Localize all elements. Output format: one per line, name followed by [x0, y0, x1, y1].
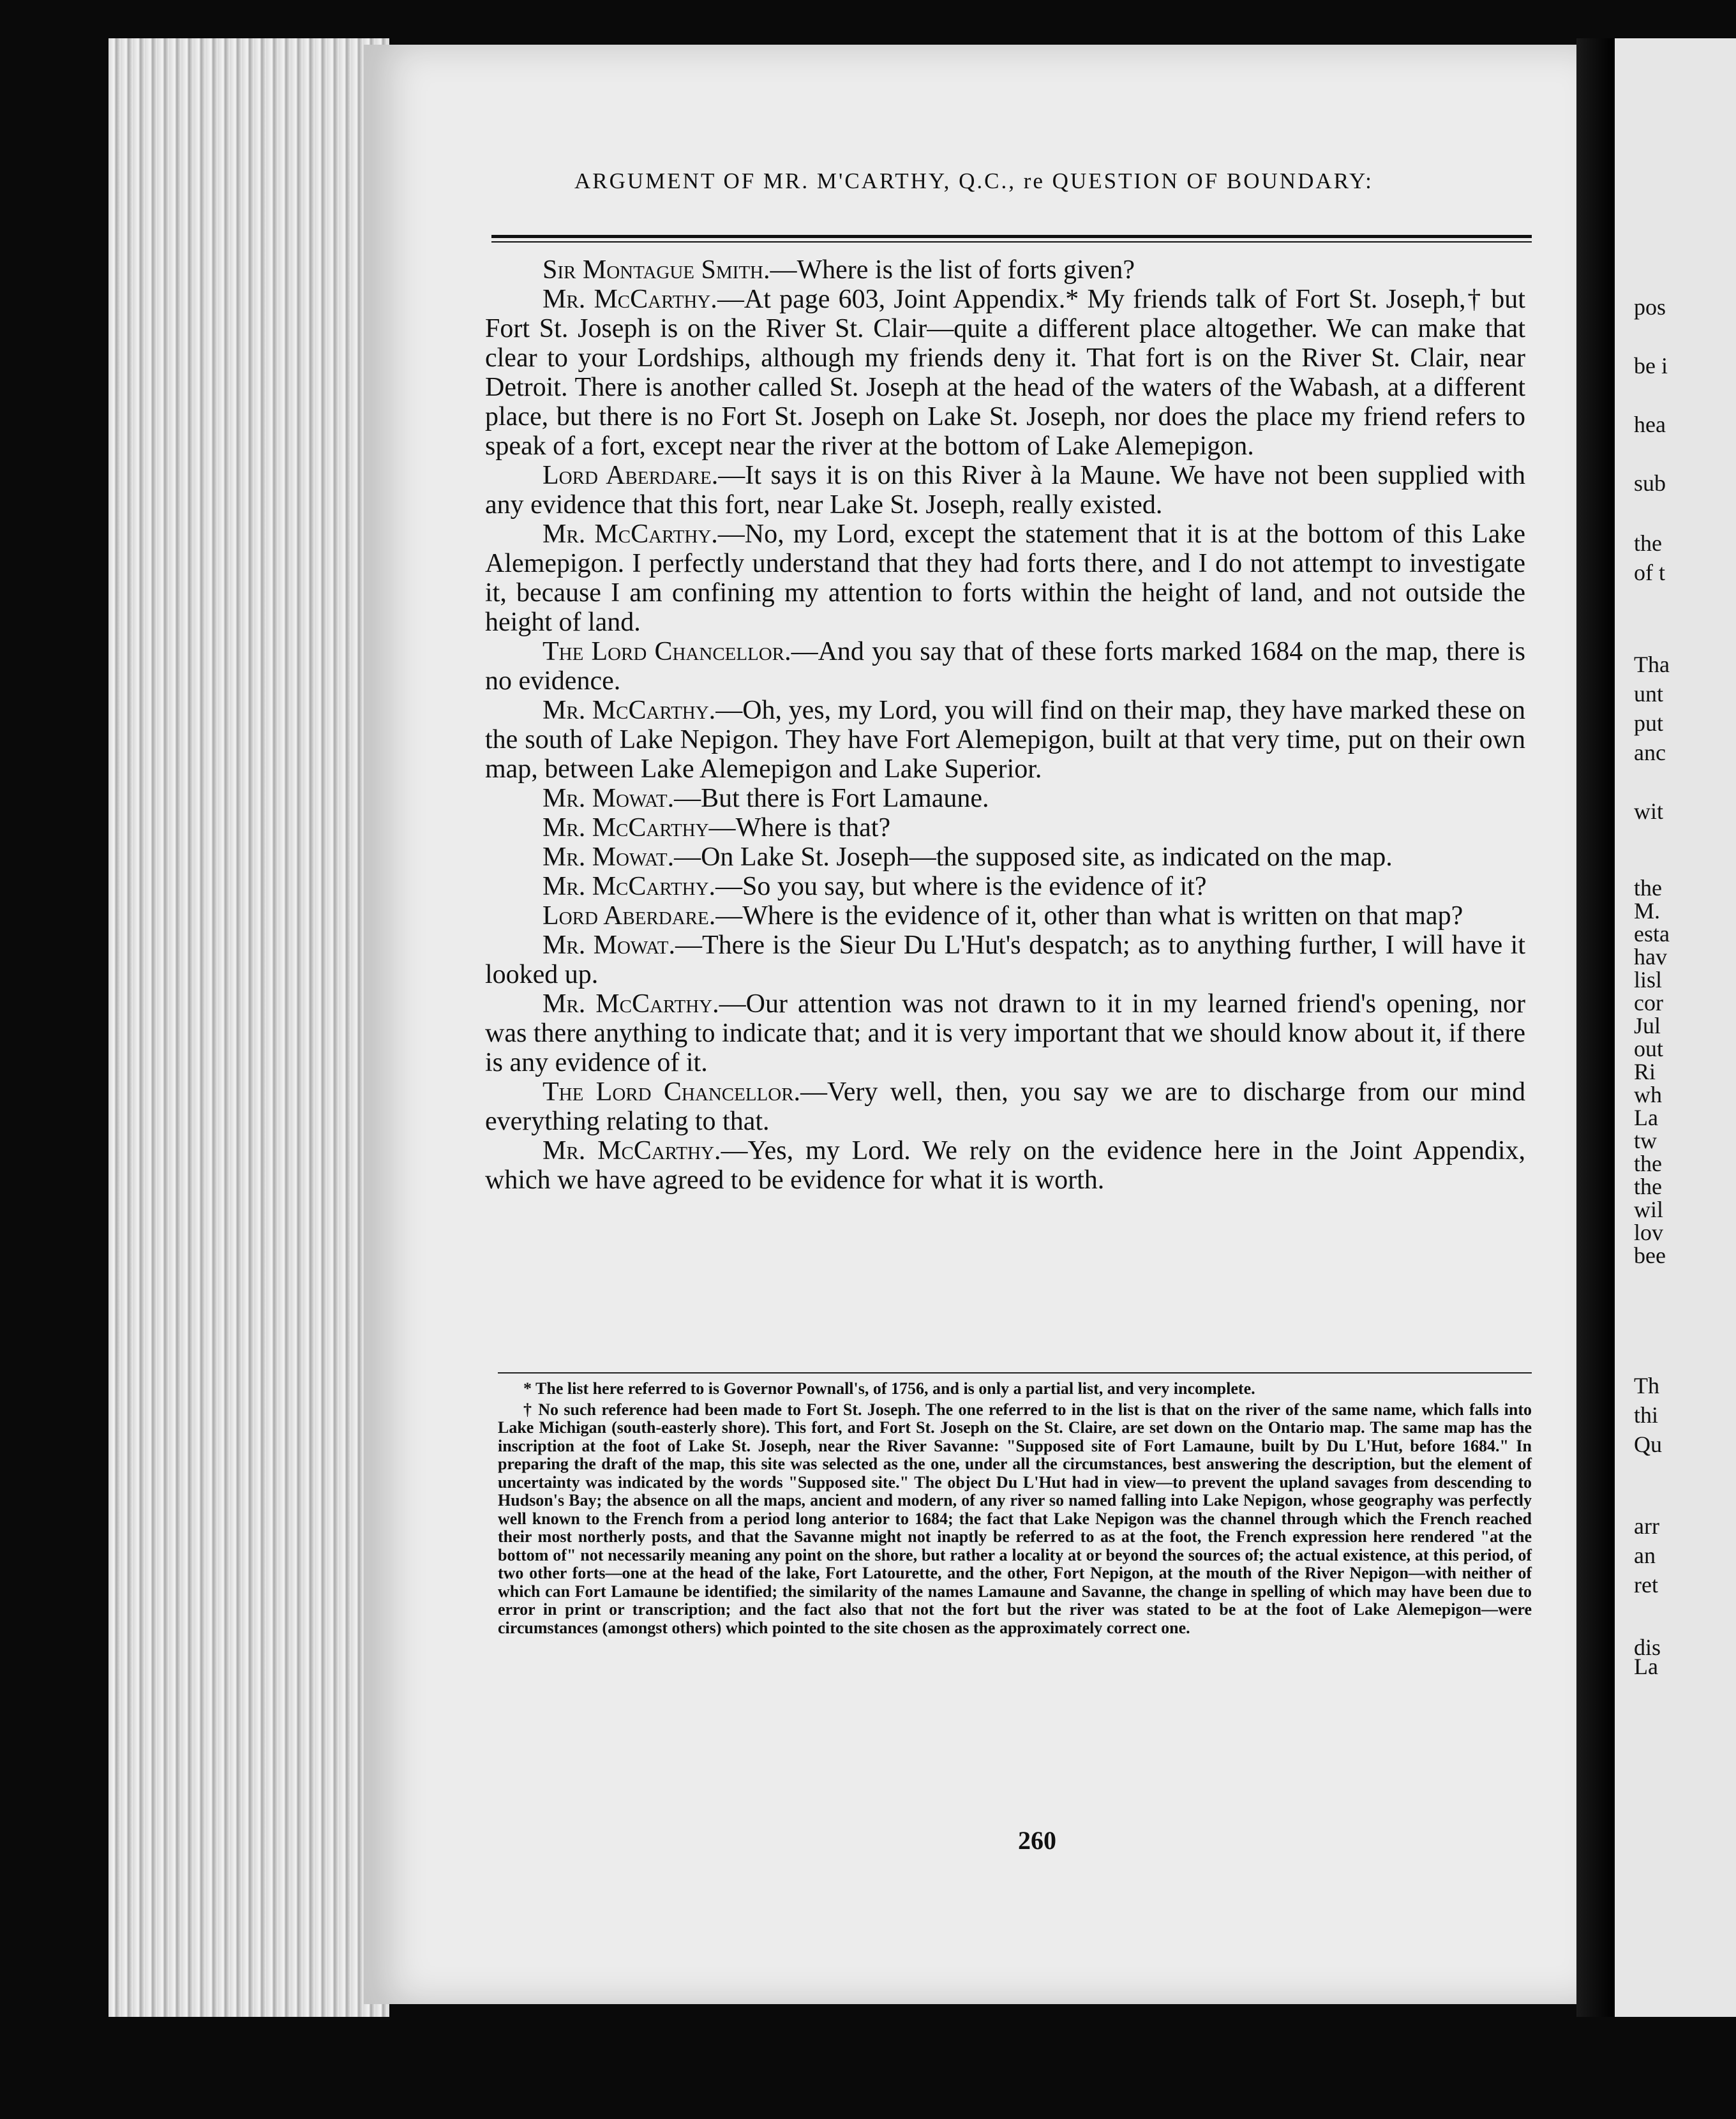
facing-page-fragment: tw: [1634, 1128, 1657, 1153]
paragraph: [485, 989, 1525, 1077]
facing-page-fragment: the: [1634, 1151, 1662, 1176]
book-gutter: [1576, 38, 1615, 2017]
facing-page-fragment: wit: [1634, 798, 1664, 824]
facing-page-fragment: arr: [1634, 1513, 1659, 1539]
facing-page-fragment: Jul: [1634, 1013, 1661, 1038]
paragraph: [485, 461, 1525, 520]
speech-text: —Yes, my Lord. We rely on the evidence here in the Joint Appendix, which we have agreed to be evidence for what it is worth.: [485, 1136, 1525, 1195]
speech-text: —Very well, then, you say we are to discharge from our mind everything relating to that.: [485, 1077, 1525, 1136]
paragraph: [485, 1077, 1525, 1136]
facing-page-fragment: Ri: [1634, 1059, 1656, 1084]
speaker-name: The Lord Chancellor.: [542, 637, 791, 666]
facing-page-fragment: cor: [1634, 990, 1663, 1015]
facing-page-fragment: unt: [1634, 681, 1664, 707]
facing-page-fragment: anc: [1634, 740, 1666, 765]
facing-page-fragment: hav: [1634, 944, 1667, 970]
speaker-name: Mr. Mowat.: [542, 931, 676, 960]
paragraph: [485, 520, 1525, 637]
speaker-name: Mr. Mowat.: [542, 842, 675, 872]
facing-page-fragment: be i: [1634, 353, 1668, 378]
speaker-name: Mr. McCarthy.: [542, 1136, 721, 1165]
speaker-name: Lord Aberdare.: [542, 901, 716, 931]
speaker-name: Sir Montague Smith.: [542, 255, 770, 285]
facing-page-fragment: M.: [1634, 898, 1661, 924]
paragraph: [485, 842, 1525, 872]
header-rule: [491, 235, 1532, 238]
facing-page-fragment: the: [1634, 530, 1662, 556]
facing-page-fragment: out: [1634, 1036, 1664, 1061]
paragraph: [485, 872, 1525, 901]
facing-page-fragment: wil: [1634, 1197, 1664, 1222]
paragraph: [485, 1136, 1525, 1195]
facing-page-fragment: the: [1634, 875, 1662, 901]
speech-text: —Oh, yes, my Lord, you will find on their map, they have marked these on the south of Lake Nepigon. They have Fort Alemepigon, built at that very time, put on their own map, between Lake Alemepigon and Lake Superior.: [485, 696, 1525, 784]
paragraph: [485, 813, 1525, 842]
speaker-name: The Lord Chancellor.: [542, 1077, 801, 1107]
facing-page-fragment: Qu: [1634, 1432, 1662, 1457]
speaker-name: Mr. McCarthy.: [542, 696, 716, 725]
facing-page-fragment: hea: [1634, 412, 1666, 437]
facing-page-fragment: lisl: [1634, 967, 1663, 992]
speech-text: —No, my Lord, except the statement that it is at the bottom of this Lake Alemepigon. I perfectly understand that they had forts there, and I do not attempt to investigate it, because I am confining my attention to forts within the height of land, and not outside the height of land.: [485, 520, 1525, 637]
paragraph: [485, 696, 1525, 784]
footnote: † No such reference had been made to Fort St. Joseph. The one referred to in the list is that on the river of the same name, which falls into Lake Michigan (south-easterly shore). This fort, and Fort St. Joseph on the St. Claire, are set down on the Ontario map. The same map has the inscription at the foot of Lake St. Joseph, near the River Savanne: "Supposed site of Fort Lamaune, built by Du L'Hut, before 1684." In preparing the draft of the map, this site was selected as the one, under all the circumstances, best answering the description, but the element of uncertainty was indicated by the words "Supposed site." The object Du L'Hut had in view—to prevent the upland savages from descending to Hudson's Bay; the absence on all the maps, ancient and modern, of any river so named falling into Lake Nepigon, whose geography was perfectly well known to the French from a period long anterior to 1684; the fact that Lake Nepigon was the channel through which the French reached their most northerly posts, and that the Savanne might not inaptly be referred to as at the foot, the French expression here rendered "at the bottom of" not necessarily meaning any point on the shore, but rather a locality at or beyond the sources of; the actual existence, at this period, of two other forts—one at the head of the lake, Fort Latourette, and the other, Fort Nepigon, at the mouth of the River Nepigon—with neither of which can Fort Lamaune be identified; the similarity of the names Lamaune and Savanne, the change in spelling of which may have been due to error in print or transcription; and the fact also that not the fort but the river was stated to be at the foot of Lake Alemepigon—were circumstances (amongst others) which pointed to the site chosen as the approximately correct one.: [498, 1400, 1532, 1637]
facing-page-fragment: ret: [1634, 1572, 1658, 1598]
body-text: [485, 255, 1525, 1195]
book-page-edges: [108, 38, 389, 2017]
speech-text: —On Lake St. Joseph—the supposed site, as indicated on the map.: [674, 842, 1393, 872]
facing-page-fragment: sub: [1634, 470, 1666, 496]
header-rule-thin: [491, 241, 1532, 243]
paragraph: [485, 931, 1525, 989]
facing-page-fragment: Tha: [1634, 652, 1670, 677]
facing-page-fragment: La: [1634, 1105, 1658, 1130]
facing-page-fragment: wh: [1634, 1082, 1662, 1107]
speech-text: —So you say, but where is the evidence of it?: [715, 872, 1207, 901]
speaker-name: Mr. McCarthy: [542, 813, 709, 842]
speech-text: —Where is the evidence of it, other than what is written on that map?: [715, 901, 1463, 931]
facing-page-fragment: an: [1634, 1543, 1656, 1568]
facing-page-fragment: lov: [1634, 1220, 1664, 1245]
speaker-name: Mr. McCarthy.: [542, 285, 717, 314]
speech-text: —It says it is on this River à la Maune. We have not been supplied with any evidence that this fort, near Lake St. Joseph, really existed.: [485, 461, 1525, 520]
footnotes: [498, 1380, 1532, 1640]
footnote-rule: [498, 1372, 1532, 1374]
speaker-name: Mr. Mowat.: [542, 784, 675, 813]
footnote: * The list here referred to is Governor Pownall's, of 1756, and is only a partial list, and very incomplete.: [523, 1379, 1255, 1398]
facing-page-fragment: pos: [1634, 294, 1666, 320]
running-head: ARGUMENT OF MR. M'CARTHY, Q.C., re QUESTION OF BOUNDARY:: [574, 168, 1373, 193]
facing-page-fragment: the: [1634, 1174, 1662, 1199]
speech-text: —Our attention was not drawn to it in my learned friend's opening, nor was there anything to indicate that; and it is very important that we should know about it, if there is any evidence of it.: [485, 989, 1525, 1077]
speech-text: —There is the Sieur Du L'Hut's despatch; as to anything further, I will have it looked up.: [485, 931, 1525, 989]
facing-page-fragment: La: [1634, 1654, 1658, 1679]
speaker-name: Mr. McCarthy.: [542, 989, 719, 1019]
speaker-name: Lord Aberdare.: [542, 461, 719, 490]
facing-page-fragment: of t: [1634, 560, 1665, 585]
facing-page-fragment: put: [1634, 710, 1664, 736]
facing-page-fragment: thi: [1634, 1402, 1659, 1428]
paragraph: [485, 285, 1525, 461]
speech-text: —Where is the list of forts given?: [770, 255, 1135, 285]
facing-page-fragment: Th: [1634, 1373, 1659, 1398]
speech-text: —And you say that of these forts marked 1684 on the map, there is no evidence.: [485, 637, 1525, 696]
speech-text: —But there is Fort Lamaune.: [674, 784, 989, 813]
paragraph: [485, 637, 1525, 696]
page-number: 260: [1018, 1826, 1056, 1855]
paragraph: [485, 901, 1525, 931]
speaker-name: Mr. McCarthy.: [542, 520, 718, 549]
facing-page-fragment: dis: [1634, 1635, 1661, 1660]
facing-page: [1615, 38, 1736, 2017]
speaker-name: Mr. McCarthy.: [542, 872, 716, 901]
speech-text: —Where is that?: [708, 813, 891, 842]
speech-text: —At page 603, Joint Appendix.* My friends talk of Fort St. Joseph,† but Fort St. Joseph is on the River St. Clair—quite a different place altogether. We can make that clear to your Lordships, although my friends deny it. That fort is on the River St. Clair, near Detroit. There is another called St. Joseph at the head of the waters of the Wabash, at a different place, but there is no Fort St. Joseph on Lake St. Joseph, nor does the place my friend refers to speak of a fort, except near the river at the bottom of Lake Alemepigon.: [485, 285, 1525, 461]
paragraph: [485, 255, 1525, 285]
facing-page-fragment: bee: [1634, 1243, 1666, 1268]
facing-page-fragment: esta: [1634, 921, 1670, 947]
paragraph: [485, 784, 1525, 813]
